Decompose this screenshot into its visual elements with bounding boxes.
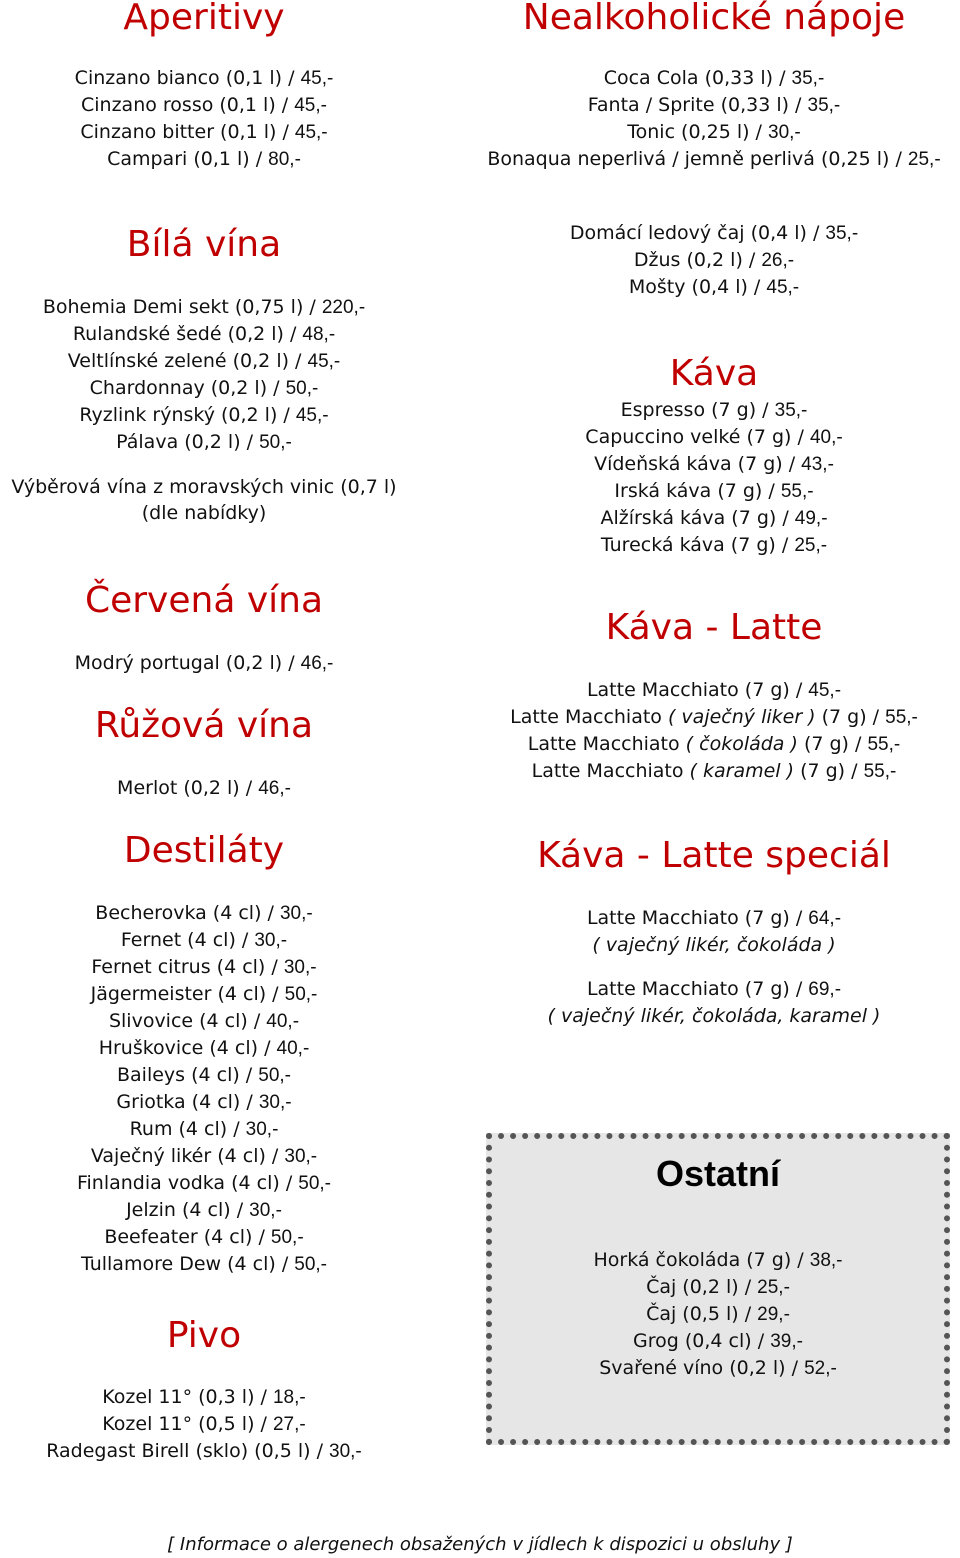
item-name: Finlandia vodka (4 cl) / (76, 1172, 299, 1194)
list-item (468, 478, 960, 505)
item-size: (7 g) / (797, 733, 868, 755)
item-name: Horká čokoláda (7 g) / (593, 1249, 810, 1271)
list-item (468, 451, 960, 478)
list-item (0, 146, 408, 173)
item-price: 55,- (867, 734, 901, 755)
list-item (0, 1251, 408, 1278)
item-price: 35,- (791, 68, 825, 89)
item-size: (7 g) / (815, 706, 886, 728)
item-name: Latte Macchiato (531, 760, 690, 782)
item-price: 45,- (300, 68, 334, 89)
list-item (468, 220, 960, 247)
list-item (0, 650, 408, 677)
list-item (468, 677, 960, 704)
item-name: Radegast Birell (sklo) (0,5 l) / (46, 1440, 330, 1462)
item-name: Cinzano bianco (0,1 l) / (74, 67, 301, 89)
item-name: Tonic (0,25 l) / (627, 121, 768, 143)
list-nealko-more (468, 220, 960, 301)
item-price: 50,- (270, 1227, 304, 1248)
list-item (0, 65, 408, 92)
item-name: Coca Cola (0,33 l) / (603, 67, 792, 89)
item-name: Turecká káva (7 g) / (600, 534, 795, 556)
item-price: 45,- (307, 351, 341, 372)
item-price: 30,- (245, 1119, 279, 1140)
list-item (0, 1143, 408, 1170)
list-item (468, 146, 960, 173)
item-price: 52,- (804, 1358, 837, 1379)
item-price: 35,- (825, 223, 859, 244)
list-item (0, 1089, 408, 1116)
item-name: Beefeater (4 cl) / (104, 1226, 271, 1248)
item-name: Ryzlink rýnský (0,2 l) / (79, 404, 296, 426)
section-title-destilaty: Destiláty (123, 830, 285, 871)
item-name: Espresso (7 g) / (620, 399, 775, 421)
item-price: 45,- (808, 680, 842, 701)
list-cervena-vina (0, 650, 408, 677)
item-name: Irská káva (7 g) / (614, 480, 781, 502)
item-variant: ( karamel ) (689, 760, 795, 782)
item-variant: ( čokoláda ) (685, 733, 798, 755)
list-item (468, 532, 960, 559)
item-name: Pálava (0,2 l) / (116, 431, 260, 453)
item-name: Latte Macchiato (527, 733, 686, 755)
item-price: 27,- (272, 1414, 306, 1435)
item-name: Fernet (4 cl) / (120, 929, 255, 951)
item-price: 30,- (283, 957, 317, 978)
item-name: Latte Macchiato (7 g) / (586, 679, 809, 701)
item-price: 49,- (794, 508, 828, 529)
item-price: 40,- (809, 427, 843, 448)
item-name: Baileys (4 cl) / (116, 1064, 259, 1086)
section-title-ostatni: Ostatní (655, 1153, 780, 1194)
list-item (0, 775, 408, 802)
section-title-aperitivy: Aperitivy (123, 0, 285, 38)
item-name: Rum (4 cl) / (129, 1118, 246, 1140)
item-price: 39,- (770, 1331, 803, 1352)
item-price: 26,- (761, 250, 795, 271)
list-item (468, 92, 960, 119)
item-name: Cinzano rosso (0,1 l) / (81, 94, 295, 116)
list-item (468, 65, 960, 92)
list-destilaty (0, 900, 408, 1278)
item-name: Čaj (0,5 l) / (646, 1303, 758, 1325)
item-name: Merlot (0,2 l) / (117, 777, 259, 799)
list-item (0, 1384, 408, 1411)
list-pivo (0, 1384, 408, 1465)
list-item (0, 348, 408, 375)
item-name: Griotka (4 cl) / (116, 1091, 259, 1113)
item-name: Fanta / Sprite (0,33 l) / (587, 94, 808, 116)
item-name: Kozel 11° (0,5 l) / (102, 1413, 273, 1435)
section-title-bila-vina: Bílá vína (126, 224, 282, 265)
item-name: Čaj (0,2 l) / (646, 1276, 758, 1298)
list-latte-special (468, 905, 960, 1029)
list-item (0, 321, 408, 348)
item-price: 30,- (329, 1441, 362, 1462)
list-item (0, 1170, 408, 1197)
item-name: Campari (0,1 l) / (107, 148, 269, 170)
item-name: Modrý portugal (0,2 l) / (74, 652, 301, 674)
list-item (0, 402, 408, 429)
item-price: 35,- (807, 95, 841, 116)
item-price: 45,- (294, 95, 327, 116)
item-price: 50,- (284, 984, 318, 1005)
list-item (0, 927, 408, 954)
list-item (0, 1062, 408, 1089)
section-title-nealko: Nealkoholické nápoje (522, 0, 906, 38)
item-price: 35,- (774, 400, 808, 421)
item-name: Vaječný likér (4 cl) / (90, 1145, 285, 1167)
list-item (0, 294, 408, 321)
list-item (0, 1035, 408, 1062)
item-price: 46,- (258, 778, 291, 799)
list-item (468, 247, 960, 274)
item-name: Hruškovice (4 cl) / (98, 1037, 277, 1059)
list-item (468, 505, 960, 532)
list-item (468, 758, 960, 785)
item-name: Cinzano bitter (0,1 l) / (80, 121, 295, 143)
item-price: 38,- (809, 1250, 843, 1271)
list-ostatni (492, 1247, 944, 1382)
item-name: Vídeňská káva (7 g) / (594, 453, 802, 475)
list-item (468, 119, 960, 146)
item-name: Fernet citrus (4 cl) / (91, 956, 284, 978)
section-title-latte-special: Káva - Latte speciál (537, 835, 891, 876)
item-name: Bonaqua neperlivá / jemně perlivá (0,25 l) / (487, 148, 908, 170)
list-item-note: ( vaječný likér, čokoláda, karamel ) (547, 1005, 881, 1027)
list-item (492, 1301, 944, 1328)
item-price: 50,- (259, 432, 292, 453)
section-title-kava-latte: Káva - Latte (605, 607, 823, 648)
item-price: 48,- (302, 324, 336, 345)
list-item (0, 429, 408, 456)
item-name: Capuccino velké (7 g) / (585, 426, 810, 448)
item-name: Becherovka (4 cl) / (95, 902, 280, 924)
item-price: 50,- (298, 1173, 332, 1194)
item-price: 55,- (885, 707, 918, 728)
list-item (468, 731, 960, 758)
list-item (0, 375, 408, 402)
item-price: 45,- (294, 122, 328, 143)
section-title-kava: Káva (669, 353, 759, 394)
item-variant: ( vaječný liker ) (667, 706, 816, 728)
item-price: 50,- (294, 1254, 328, 1275)
section-title-pivo: Pivo (166, 1315, 242, 1356)
item-price: 40,- (266, 1011, 300, 1032)
list-kava-latte (468, 677, 960, 785)
list-nealko (468, 65, 960, 173)
item-name: Mošty (0,4 l) / (628, 276, 767, 298)
section-title-ruzova-vina: Růžová vína (94, 705, 314, 746)
item-price: 30,- (254, 930, 288, 951)
item-price: 25,- (907, 149, 941, 170)
item-price: 25,- (757, 1277, 790, 1298)
list-item (468, 274, 960, 301)
item-price: 29,- (757, 1304, 790, 1325)
item-name: Jelzin (4 cl) / (126, 1199, 250, 1221)
item-price: 30,- (258, 1092, 292, 1113)
item-price: 40,- (276, 1038, 310, 1059)
item-name: Grog (0,4 cl) / (633, 1330, 771, 1352)
item-price: 30,- (249, 1200, 282, 1221)
list-item (0, 1008, 408, 1035)
item-price: 45,- (295, 405, 329, 426)
item-price: 55,- (863, 761, 897, 782)
list-item (468, 397, 960, 424)
list-item (492, 1274, 944, 1301)
list-kava (468, 397, 960, 559)
item-price: 46,- (300, 653, 334, 674)
list-item: (dle nabídky) (141, 502, 267, 524)
list-item (492, 1355, 944, 1382)
item-price: 25,- (794, 535, 828, 556)
list-item-note: ( vaječný likér, čokoláda ) (592, 934, 836, 956)
item-size: (7 g) / (794, 760, 864, 782)
item-price: 30,- (284, 1146, 318, 1167)
section-title-cervena-vina: Červená vína (84, 580, 324, 621)
list-item (0, 900, 408, 927)
item-price: 220,- (321, 297, 366, 318)
item-price: 43,- (801, 454, 834, 475)
list-item: Latte Macchiato (7 g) / 69,- (586, 978, 842, 1000)
list-item (0, 1438, 408, 1465)
item-name: Bohemia Demi sekt (0,75 l) / (42, 296, 322, 318)
item-price: 30,- (768, 122, 801, 143)
item-name: Tullamore Dew (4 cl) / (80, 1253, 295, 1275)
list-item (0, 1197, 408, 1224)
list-item (0, 954, 408, 981)
item-name: Alžírská káva (7 g) / (600, 507, 795, 529)
item-price: 18,- (272, 1387, 306, 1408)
list-item (468, 704, 960, 731)
item-name: Džus (0,2 l) / (633, 249, 762, 271)
item-name: Latte Macchiato (510, 706, 668, 728)
item-name: Kozel 11° (0,3 l) / (102, 1386, 273, 1408)
list-item (468, 424, 960, 451)
item-name: Svařené víno (0,2 l) / (599, 1357, 805, 1379)
list-bila-vina (0, 294, 408, 456)
item-name: Jägermeister (4 cl) / (90, 983, 285, 1005)
list-ruzova-vina (0, 775, 408, 802)
allergen-note: [ Informace o alergenech obsažených v jídlech k dispozici u obsluhy ] (167, 1534, 793, 1555)
item-name: Chardonnay (0,2 l) / (89, 377, 286, 399)
list-item (492, 1328, 944, 1355)
item-price: 55,- (780, 481, 814, 502)
list-item (492, 1247, 944, 1274)
list-item (0, 1411, 408, 1438)
list-item (0, 1116, 408, 1143)
list-item (0, 1224, 408, 1251)
list-aperitivy (0, 65, 408, 173)
item-name: Rulandské šedé (0,2 l) / (72, 323, 303, 345)
list-item (0, 119, 408, 146)
list-item: Latte Macchiato (7 g) / 64,- (586, 907, 842, 929)
list-item (0, 981, 408, 1008)
item-name: Slivovice (4 cl) / (108, 1010, 267, 1032)
item-price: 50,- (285, 378, 319, 399)
ostatni-box (486, 1133, 950, 1445)
item-name: Domácí ledový čaj (0,4 l) / (569, 222, 826, 244)
list-item (0, 92, 408, 119)
item-price: 80,- (268, 149, 301, 170)
item-price: 50,- (258, 1065, 292, 1086)
item-name: Veltlínské zelené (0,2 l) / (67, 350, 308, 372)
list-item: Výběrová vína z moravských vinic (0,7 l) (11, 476, 397, 498)
item-price: 30,- (279, 903, 313, 924)
bila-vina-extra (0, 474, 408, 526)
item-price: 45,- (766, 277, 800, 298)
